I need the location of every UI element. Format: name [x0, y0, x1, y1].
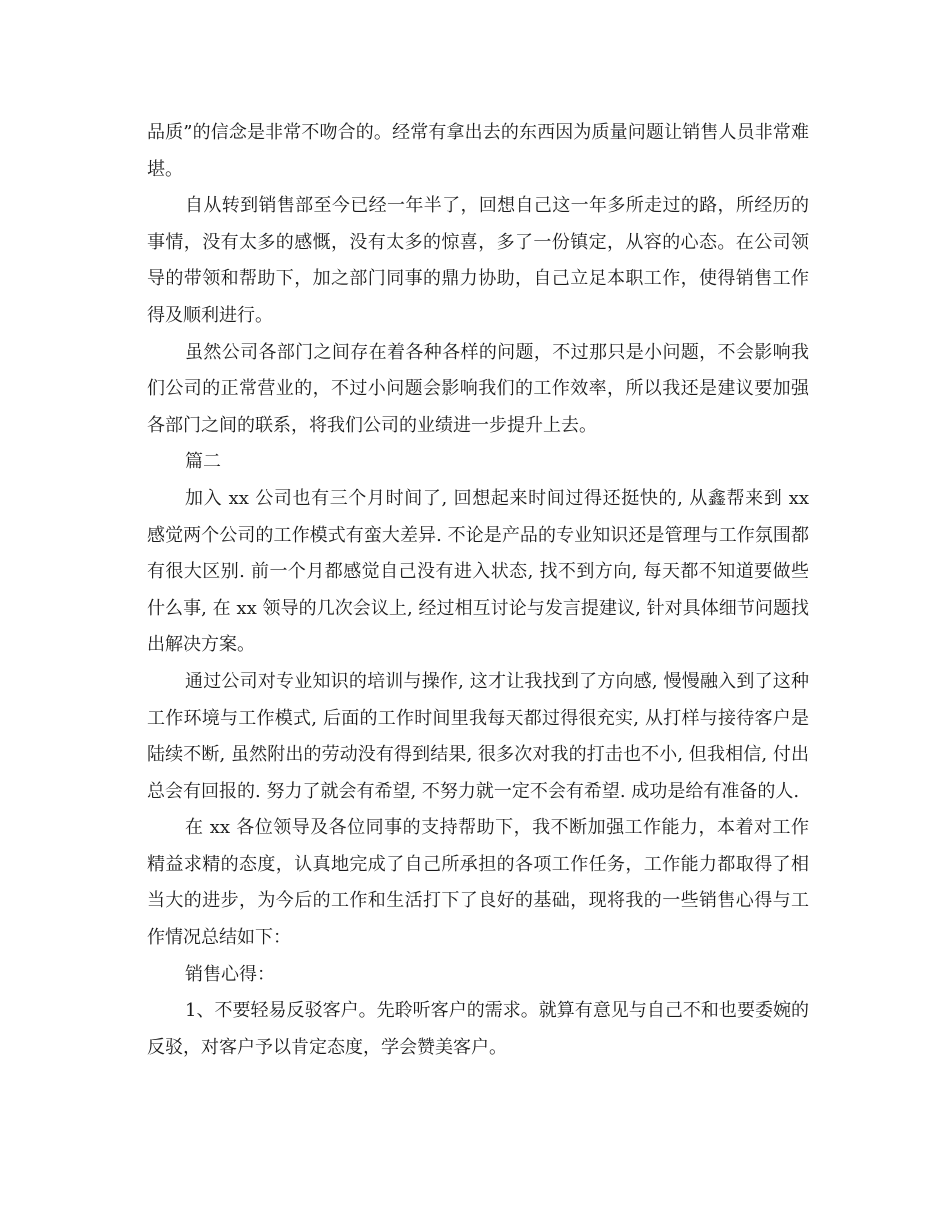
paragraph-joining-company: 加入 xx 公司也有三个月时间了, 回想起来时间过得还挺快的, 从鑫帮来到 xx 感觉两个公司的工作模式有蛮大差异. 不论是产品的专业知识还是管理与工作氛围都有很大区别. 前一个月都感觉自己没有进入状态, 找不到方向, 每天都不知道要做些什么事, 在 xx 领导的几次会议上, 经过相互讨论与发言提建议, 针对具体细节问题找出解决方案。	[147, 487, 809, 656]
paragraph-sales-dept-review: 自从转到销售部至今已经一年半了，回想自己这一年多所走过的路，所经历的事情，没有太多的感慨，没有太多的惊喜，多了一份镇定，从容的心态。在公司领导的带领和帮助下，加之部门同事的鼎力协助，自己立足本职工作，使得销售工作得及顺利进行。	[147, 195, 809, 326]
paragraph-support-summary: 在 xx 各位领导及各位同事的支持帮助下，我不断加强工作能力，本着对工作精益求精的态度，认真地完成了自己所承担的各项工作任务，工作能力都取得了相当大的进步，为今后的工作和生活打下了良好的基础，现将我的一些销售心得与工作情况总结如下：	[147, 817, 809, 949]
paragraph-continuation: 品质”的信念是非常不吻合的。经常有拿出去的东西因为质量问题让销售人员非常难堪。	[147, 122, 809, 180]
list-item-1: 1、不要轻易反驳客户。先聆听客户的需求。就算有意见与自己不和也要委婉的反驳，对客户予以肯定态度，学会赞美客户。	[147, 1000, 809, 1058]
section-heading-sales-experience: 销售心得：	[185, 963, 275, 985]
paragraph-training: 通过公司对专业知识的培训与操作, 这才让我找到了方向感, 慢慢融入到了这种工作环境与工作模式, 后面的工作时间里我每天都过得很充实, 从打样与接待客户是陆续不断, 虽然附出的劳动没有得到结果, 很多次对我的打击也不小, 但我相信, 付出总会有回报的. 努力了就会有希望, 不努力就一定不会有希望. 成功是给有准备的人.	[147, 670, 809, 802]
paragraph-department-issues: 虽然公司各部门之间存在着各种各样的问题，不过那只是小问题，不会影响我们公司的正常营业的，不过小问题会影响我们的工作效率，所以我还是建议要加强各部门之间的联系，将我们公司的业绩进一步提升上去。	[147, 341, 809, 436]
section-heading-part-two: 篇二	[185, 451, 221, 473]
document-page	[147, 115, 809, 1066]
